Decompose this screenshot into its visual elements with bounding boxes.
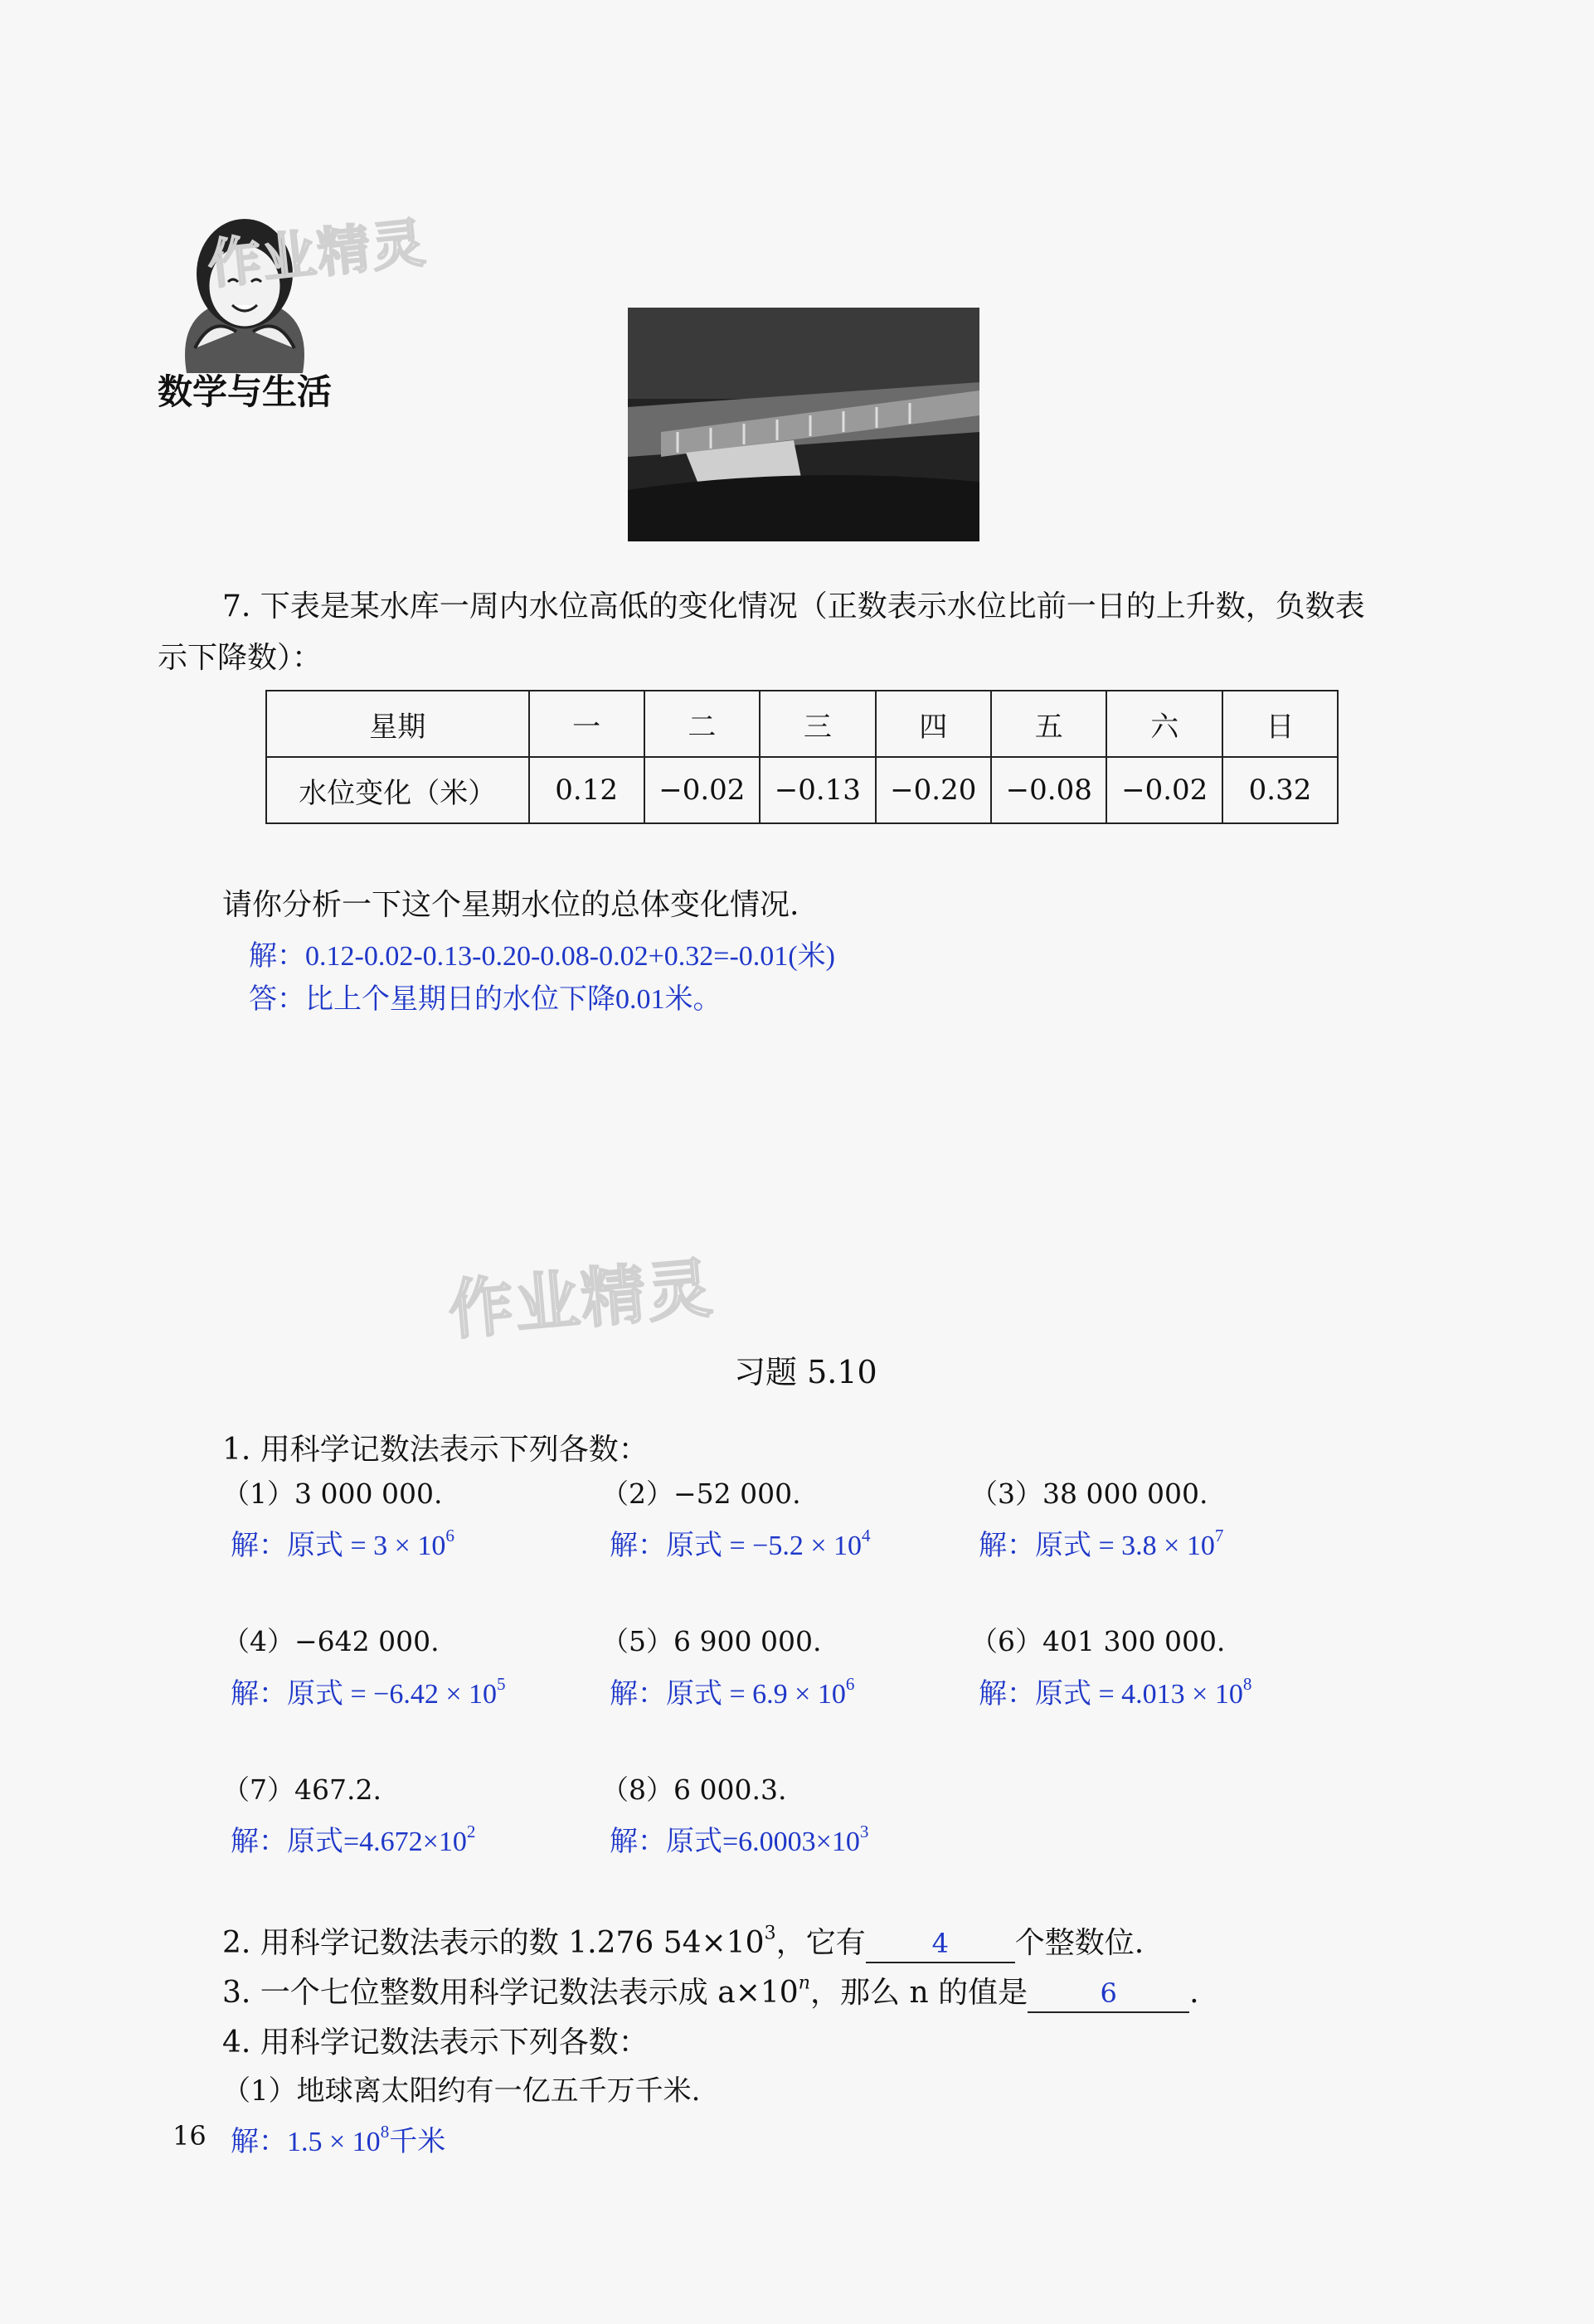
q4-answer-1 xyxy=(231,2118,445,2159)
table-header-cell: 一 xyxy=(529,691,644,757)
q3-suffix: . xyxy=(1189,1976,1199,2010)
q2-mid: ，它有 xyxy=(775,1926,866,1960)
q1-item-5: （5）6 900 000. xyxy=(601,1625,822,1657)
table-header-cell: 二 xyxy=(644,691,760,757)
table-cell: −0.02 xyxy=(644,757,760,823)
q4-stem: 4. 用科学记数法表示下列各数： xyxy=(222,2026,649,2060)
exercise-title: 习题 5.10 xyxy=(734,1354,877,1390)
q1-answer-3 xyxy=(979,1522,1223,1563)
q1-answer-4 xyxy=(231,1671,506,1711)
table-header-row xyxy=(266,691,1338,757)
problem7-text-line2: 示下降数）： xyxy=(158,641,323,675)
table-header-cell: 日 xyxy=(1222,691,1338,757)
q4-item-1: （1）地球离太阳约有一亿五千万千米. xyxy=(222,2074,701,2108)
table-header-cell: 三 xyxy=(760,691,875,757)
answer-exponent: 8 xyxy=(380,2122,390,2142)
q1-answer-7 xyxy=(231,1818,475,1859)
table-cell: −0.02 xyxy=(1106,757,1222,823)
answer-text: 解：原式 = −6.42 × 10 xyxy=(231,1679,498,1710)
q2-text: 2. 用科学记数法表示的数 1.276 54×10 xyxy=(222,1926,765,1960)
q3-mid: ，那么 n 的值是 xyxy=(810,1976,1028,2010)
q1-item-6: （6）401 300 000. xyxy=(970,1625,1226,1657)
table-header-cell: 星期 xyxy=(266,691,529,757)
q2-exponent: 3 xyxy=(764,1922,776,1944)
q1-item-2: （2）−52 000. xyxy=(601,1477,801,1510)
answer-text: 解：原式=4.672×10 xyxy=(231,1827,467,1857)
page-number: 16 xyxy=(173,2120,207,2152)
table-cell: −0.13 xyxy=(760,757,875,823)
table-row-label: 水位变化（米） xyxy=(266,757,529,823)
answer-text: 解：原式 = 4.013 × 10 xyxy=(979,1679,1243,1710)
q3-answer-blank: 6 xyxy=(1028,1976,1189,2013)
table-header-cell: 六 xyxy=(1106,691,1222,757)
q1-answer-1 xyxy=(231,1522,454,1563)
answer-exponent: 5 xyxy=(497,1674,506,1695)
q1-answer-5 xyxy=(610,1671,854,1711)
q2 xyxy=(222,1924,1144,1964)
q1-item-4: （4）−642 000. xyxy=(222,1625,440,1657)
watermark-top: 作业精灵 xyxy=(205,212,430,297)
answer-text: 解：原式 = −5.2 × 10 xyxy=(610,1531,863,1561)
answer-exponent: 6 xyxy=(445,1526,454,1546)
table-header-cell: 五 xyxy=(991,691,1106,757)
q1-item-8: （8）6 000.3. xyxy=(601,1773,787,1806)
answer-exponent: 7 xyxy=(1214,1526,1224,1546)
watermark-middle: 作业精灵 xyxy=(445,1251,717,1349)
table-cell: −0.08 xyxy=(991,757,1106,823)
answer-exponent: 2 xyxy=(466,1822,476,1842)
problem7-text-line1: 7. 下表是某水库一周内水位高低的变化情况（正数表示水位比前一日的上升数，负数表 xyxy=(222,589,1365,623)
answer-exponent: 4 xyxy=(862,1526,871,1546)
q1-item-3: （3）38 000 000. xyxy=(970,1477,1208,1510)
q3 xyxy=(222,1973,1199,2014)
dam-photo xyxy=(628,308,979,541)
answer-exponent: 6 xyxy=(845,1674,855,1695)
q1-answer-8 xyxy=(610,1818,868,1859)
table-cell: 0.12 xyxy=(529,757,644,823)
q3-exponent: n xyxy=(798,1972,811,1994)
answer-unit: 千米 xyxy=(389,2127,446,2157)
problem7-answer-line1: 解：0.12-0.02-0.13-0.20-0.08-0.02+0.32=-0.01(米) xyxy=(249,941,835,972)
q1-stem: 1. 用科学记数法表示下列各数： xyxy=(222,1433,649,1467)
table-row xyxy=(266,757,1338,823)
q3-text: 3. 一个七位整数用科学记数法表示成 a×10 xyxy=(222,1976,799,2010)
q1-item-1: （1）3 000 000. xyxy=(222,1477,443,1510)
answer-text: 解：1.5 × 10 xyxy=(231,2127,381,2157)
table-cell: 0.32 xyxy=(1222,757,1338,823)
q2-answer-blank: 4 xyxy=(866,1926,1015,1963)
water-level-table xyxy=(265,690,1339,824)
answer-text: 解：原式 = 6.9 × 10 xyxy=(610,1679,846,1710)
q1-item-7: （7）467.2. xyxy=(222,1773,381,1806)
section-title: 数学与生活 xyxy=(158,371,333,412)
table-cell: −0.20 xyxy=(876,757,991,823)
q2-suffix: 个整数位. xyxy=(1014,1926,1144,1960)
answer-exponent: 3 xyxy=(859,1822,869,1842)
answer-text: 解：原式 = 3.8 × 10 xyxy=(979,1531,1215,1561)
answer-exponent: 8 xyxy=(1242,1674,1252,1695)
table-header-cell: 四 xyxy=(876,691,991,757)
q1-answer-6 xyxy=(979,1671,1251,1711)
answer-text: 解：原式 = 3 × 10 xyxy=(231,1531,446,1561)
problem7-question: 请你分析一下这个星期水位的总体变化情况. xyxy=(222,888,799,922)
problem7-answer-line2: 答：比上个星期日的水位下降0.01米。 xyxy=(249,984,722,1015)
q1-answer-2 xyxy=(610,1522,871,1563)
answer-text: 解：原式=6.0003×10 xyxy=(610,1827,860,1857)
